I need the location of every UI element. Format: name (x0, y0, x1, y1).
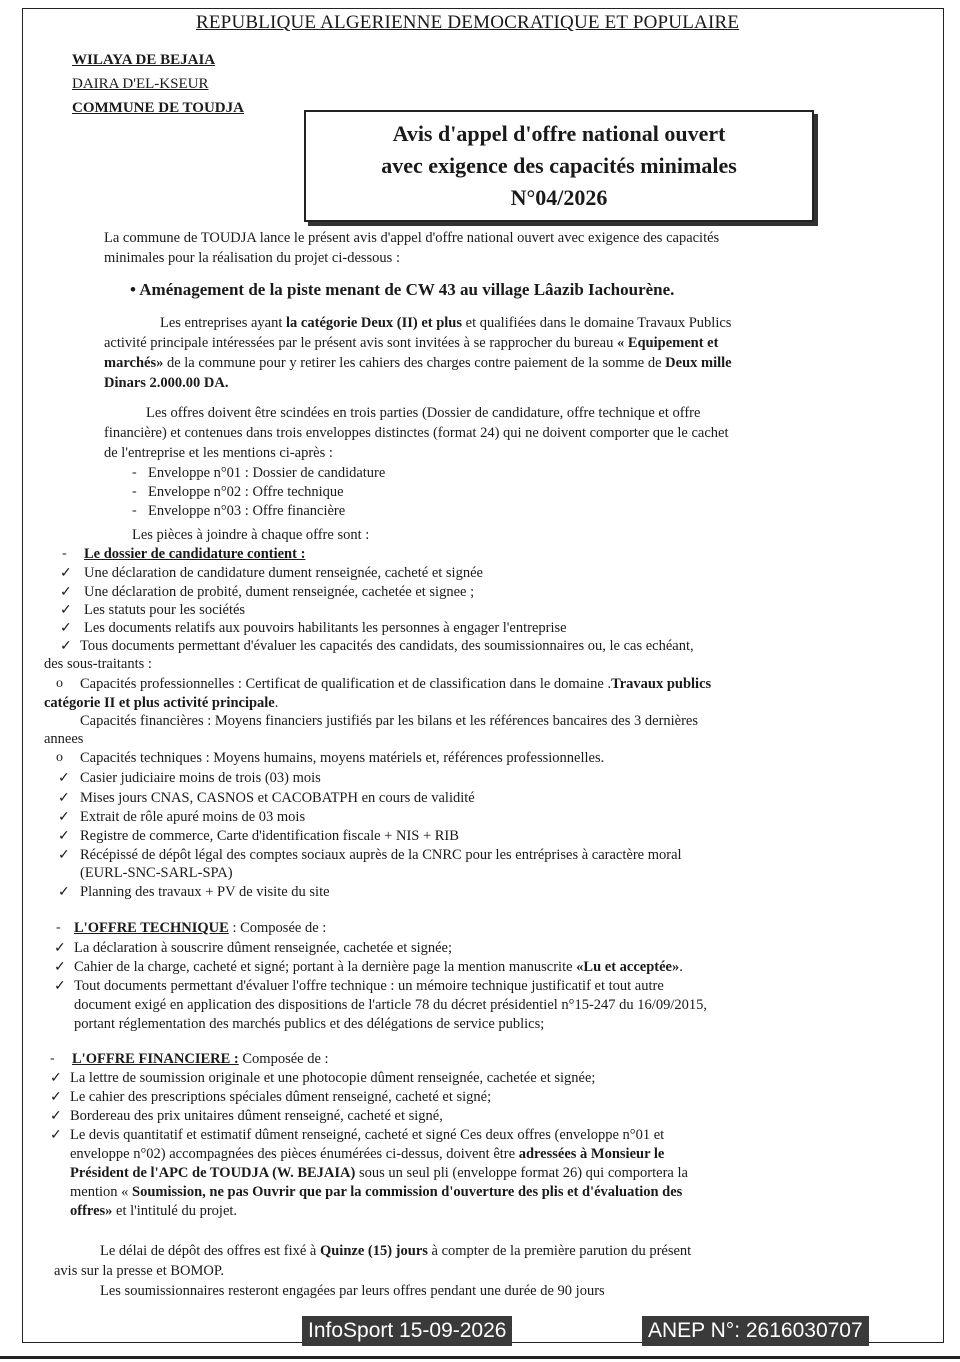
dossier-item: Registre de commerce, Carte d'identification fiscale + NIS + RIB (80, 828, 459, 844)
check-icon: ✓ (60, 639, 72, 654)
anep-badge: ANEP N°: 2616030707 (642, 1316, 869, 1346)
technique-item: Tout documents permettant d'évaluer l'offre technique : un mémoire technique justificatif et tout autre (74, 978, 664, 994)
dossier-heading: Le dossier de candidature contient : (84, 546, 306, 562)
intro-line-2: minimales pour la réalisation du projet ci-dessous : (104, 250, 400, 266)
dossier-item: Mises jours CNAS, CASNOS et CACOBATPH en cours de validité (80, 790, 475, 806)
check-icon: ✓ (54, 941, 66, 956)
check-icon: ✓ (50, 1109, 62, 1124)
financiere-item-cont: Président de l'APC de TOUDJA (W. BEJAIA) sous un seul pli (enveloppe format 26) qui comportera la (70, 1165, 688, 1181)
title-line-2: avec exigence des capacités minimales (381, 153, 737, 178)
check-icon: ✓ (60, 566, 72, 581)
check-icon: ✓ (58, 829, 70, 844)
check-icon: ✓ (60, 585, 72, 600)
dash-mark: - (132, 465, 137, 480)
dash-mark: - (132, 503, 137, 518)
financiere-item-cont: mention « Soumission, ne pas Ouvrir que par la commission d'ouverture des plis et d'évaluation des (70, 1184, 683, 1200)
envelope-2: Enveloppe n°02 : Offre technique (148, 484, 344, 500)
pieces-line: Les pièces à joindre à chaque offre sont : (132, 527, 370, 543)
title-box (304, 110, 814, 222)
financiere-heading: L'OFFRE FINANCIERE : Composée de : (72, 1051, 329, 1067)
envelope-3: Enveloppe n°03 : Offre financière (148, 503, 346, 519)
title-line-1: Avis d'appel d'offre national ouvert (392, 121, 726, 146)
source-badge: InfoSport 15-09-2026 (302, 1316, 512, 1346)
dash-mark: - (56, 920, 61, 935)
dash-mark: - (132, 484, 137, 499)
deadline-line-cont: avis sur la presse et BOMOP. (54, 1263, 224, 1279)
para1-line-4: Dinars 2.000.00 DA. (104, 375, 229, 391)
para1-line-1: Les entreprises ayant la catégorie Deux (II) et plus et qualifiées dans le domaine Travaux Publics (160, 315, 732, 331)
daira-line: DAIRA D'EL-KSEUR (72, 76, 209, 92)
para1-line-2: activité principale intéressées par le présent avis sont invitées à se rapprocher du bureau « Equipement et (104, 335, 719, 351)
project-title: • Aménagement de la piste menant de CW 43 au village Lâazib Iachourène. (130, 280, 675, 299)
para2-line-2: financière) et contenues dans trois enveloppes distinctes (format 24) qui ne doivent comporter que le cachet (104, 425, 729, 441)
intro-line-1: La commune de TOUDJA lance le présent avis d'appel d'offre national ouvert avec exigence des capacités (104, 230, 720, 246)
technique-heading: L'OFFRE TECHNIQUE : Composée de : (74, 920, 327, 936)
check-icon: ✓ (58, 810, 70, 825)
capacity-financial-cont: annees (44, 731, 84, 747)
technique-item-cont: portant réglementation des marchés publics et des délégations de service publics; (74, 1016, 545, 1032)
technique-item-cont: document exigé en application des dispositions de l'article 78 du décret présidentiel n°15-247 du 16/09/2015, (74, 997, 707, 1013)
republic-heading: REPUBLIQUE ALGERIENNE DEMOCRATIQUE ET POPULAIRE (196, 12, 740, 33)
dossier-item: Casier judiciaire moins de trois (03) mois (80, 770, 321, 786)
envelope-1: Enveloppe n°01 : Dossier de candidature (148, 465, 386, 481)
check-icon: ✓ (50, 1071, 62, 1086)
dossier-item: Planning des travaux + PV de visite du site (80, 884, 330, 900)
financiere-item: Le cahier des prescriptions spéciales dûment renseigné, cacheté et signé; (70, 1089, 492, 1105)
technique-item: Cahier de la charge, cacheté et signé; portant à la dernière page la mention manuscrite «Lu et acceptée». (74, 959, 683, 975)
dash-mark: - (62, 546, 67, 561)
check-icon: ✓ (54, 979, 66, 994)
financiere-item: Le devis quantitatif et estimatif dûment renseigné, cacheté et signé Ces deux offres (enveloppe n°01 et (70, 1127, 665, 1143)
dossier-item-cont: (EURL-SNC-SARL-SPA) (80, 865, 233, 881)
financiere-item-cont: enveloppe n°02) accompagnées des pièces énumérées ci-dessus, doivent être adressées à Monsieur le (70, 1146, 665, 1162)
validity-line: Les soumissionnaires resteront engagées par leurs offres pendant une durée de 90 jours (100, 1283, 605, 1299)
financiere-item-cont: offres» et l'intitulé du projet. (70, 1203, 238, 1219)
check-icon: ✓ (58, 771, 70, 786)
commune-line: COMMUNE DE TOUDJA (72, 100, 244, 116)
dossier-item: Les documents relatifs aux pouvoirs habilitants les personnes à engager l'entreprise (84, 620, 567, 636)
dash-mark: - (50, 1051, 55, 1066)
check-icon: ✓ (60, 603, 72, 618)
bottom-rule (0, 1356, 960, 1359)
wilaya-line: WILAYA DE BEJAIA (72, 52, 216, 68)
check-icon: ✓ (58, 885, 70, 900)
para2-line-3: de l'entreprise et les mentions ci-après : (104, 445, 333, 461)
capacity-financial: Capacités financières : Moyens financiers justifiés par les bilans et les références bancaires des 3 dernières (80, 713, 699, 729)
dossier-item-cont: des sous-traitants : (44, 656, 152, 672)
check-icon: ✓ (54, 960, 66, 975)
circle-bullet-icon: o (56, 676, 63, 691)
financiere-item: La lettre de soumission originale et une photocopie dûment renseignée, cachetée et signée; (70, 1070, 596, 1086)
dossier-item: Récépissé de dépôt légal des comptes sociaux auprès de la CNRC pour les entréprises à caractère moral (80, 847, 682, 863)
capacity-technical: Capacités techniques : Moyens humains, moyens matériels et, références professionnelles. (80, 750, 605, 766)
deadline-line: Le délai de dépôt des offres est fixé à Quinze (15) jours à compter de la première parution du présent (100, 1243, 692, 1259)
dossier-item: Extrait de rôle apuré moins de 03 mois (80, 809, 306, 825)
title-number: N°04/2026 (510, 185, 608, 210)
dossier-item: Une déclaration de candidature dument renseignée, cacheté et signée (84, 565, 483, 581)
financiere-item: Bordereau des prix unitaires dûment renseigné, cacheté et signé, (70, 1108, 443, 1124)
para2-line-1: Les offres doivent être scindées en trois parties (Dossier de candidature, offre technique et offre (146, 405, 701, 421)
dossier-item: Une déclaration de probité, dument renseignée, cachetée et signee ; (84, 584, 475, 600)
check-icon: ✓ (50, 1128, 62, 1143)
dossier-item: Les statuts pour les sociétés (84, 602, 246, 618)
technique-item: La déclaration à souscrire dûment renseignée, cachetée et signée; (74, 940, 453, 956)
check-icon: ✓ (60, 621, 72, 636)
dossier-item: Tous documents permettant d'évaluer les capacités des candidats, des soumissionnaires ou, le cas echéant, (80, 638, 694, 654)
circle-bullet-icon: o (56, 750, 63, 765)
check-icon: ✓ (50, 1090, 62, 1105)
para1-line-3: marchés» de la commune pour y retirer les cahiers des charges contre paiement de la somme de Deux mille (104, 355, 732, 371)
check-icon: ✓ (58, 791, 70, 806)
capacity-professional-cont: catégorie II et plus activité principale. (44, 695, 279, 711)
capacity-professional: Capacités professionnelles : Certificat de qualification et de classification dans le domaine .Travaux publics (80, 676, 712, 692)
check-icon: ✓ (58, 848, 70, 863)
